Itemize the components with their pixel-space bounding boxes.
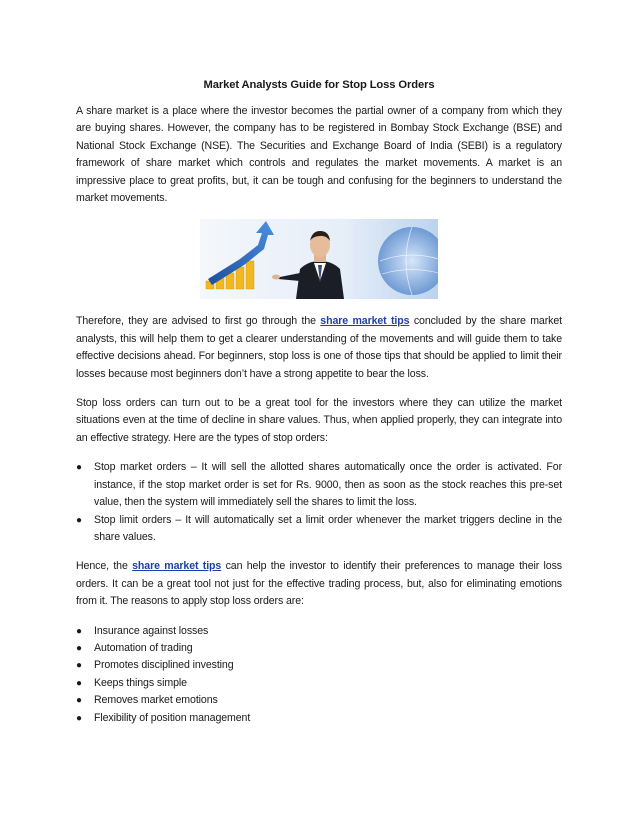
list-item: ● Automation of trading — [76, 640, 562, 657]
list-item: ● Insurance against losses — [76, 623, 562, 640]
list-item: ● Removes market emotions — [76, 692, 562, 709]
paragraph-intro: A share market is a place where the investor becomes the partial owner of a company from which they are buying shares. However, the company has to be registered in Bombay Stock Exchange (BSE) and National Stock Exchange (NSE). The Securities and Exchange Board of India (SEBI) is a regulatory framework of share market which controls and regulates the market movements. A market is an impressive place to great profits, but, it can be tough and confusing for the beginners to understand the market movements. — [76, 105, 562, 205]
bullet-icon: ● — [76, 625, 82, 637]
list-item: ● Flexibility of position management — [76, 710, 562, 727]
reasons-list — [76, 623, 562, 727]
paragraph-reasons-intro: Hence, the share market tips can help the investor to identify their preferences to manage their loss orders. It can be a great tool not just for the effective trading process, but, also for eliminating emotions from it. The reasons to apply stop loss orders are: — [76, 560, 562, 608]
businessman-rising-arrow-illustration — [200, 219, 438, 299]
bullet-icon: ● — [76, 514, 82, 526]
bullet-icon: ● — [76, 712, 82, 724]
bullet-icon: ● — [76, 660, 82, 672]
stop-order-types-list — [76, 459, 562, 546]
list-item: ● Promotes disciplined investing — [76, 657, 562, 674]
list-item: ● Stop market orders – It will sell the allotted shares automatically once the order is activated. For instance, if the stop market order is set for Rs. 9000, then as soon as the stock reaches this pre-set value, then the system will immediately sell the shares to limit the loss. — [76, 461, 562, 509]
bullet-icon: ● — [76, 462, 82, 474]
bullet-icon: ● — [76, 642, 82, 654]
document-title: Market Analysts Guide for Stop Loss Orders — [203, 79, 435, 91]
bullet-icon: ● — [76, 677, 82, 689]
share-market-tips-link-2[interactable]: share market tips — [132, 560, 222, 573]
hero-image-wrap — [76, 219, 562, 299]
share-market-tips-link[interactable]: share market tips — [320, 315, 410, 328]
list-item: ● Keeps things simple — [76, 675, 562, 692]
paragraph-share-market-tips: Therefore, they are advised to first go through the share market tips concluded by the share market analysts, this will help them to get a clearer understanding of the movements and will guide them to take effective decisions ahead. For beginners, stop loss is one of those tips that should be applied to limit their losses because most beginners don’t have a strong appetite to bear the loss. — [76, 315, 562, 380]
paragraph-stop-loss-orders: Stop loss orders can turn out to be a great tool for the investors where they can utilize the market situations even at the time of decline in share values. Thus, when applied properly, they can integrate into an effective strategy. Here are the types of stop orders: — [76, 397, 562, 444]
bullet-icon: ● — [76, 695, 82, 707]
list-item: ● Stop limit orders – It will automatically set a limit order whenever the market triggers decline in the share values. — [76, 513, 562, 543]
